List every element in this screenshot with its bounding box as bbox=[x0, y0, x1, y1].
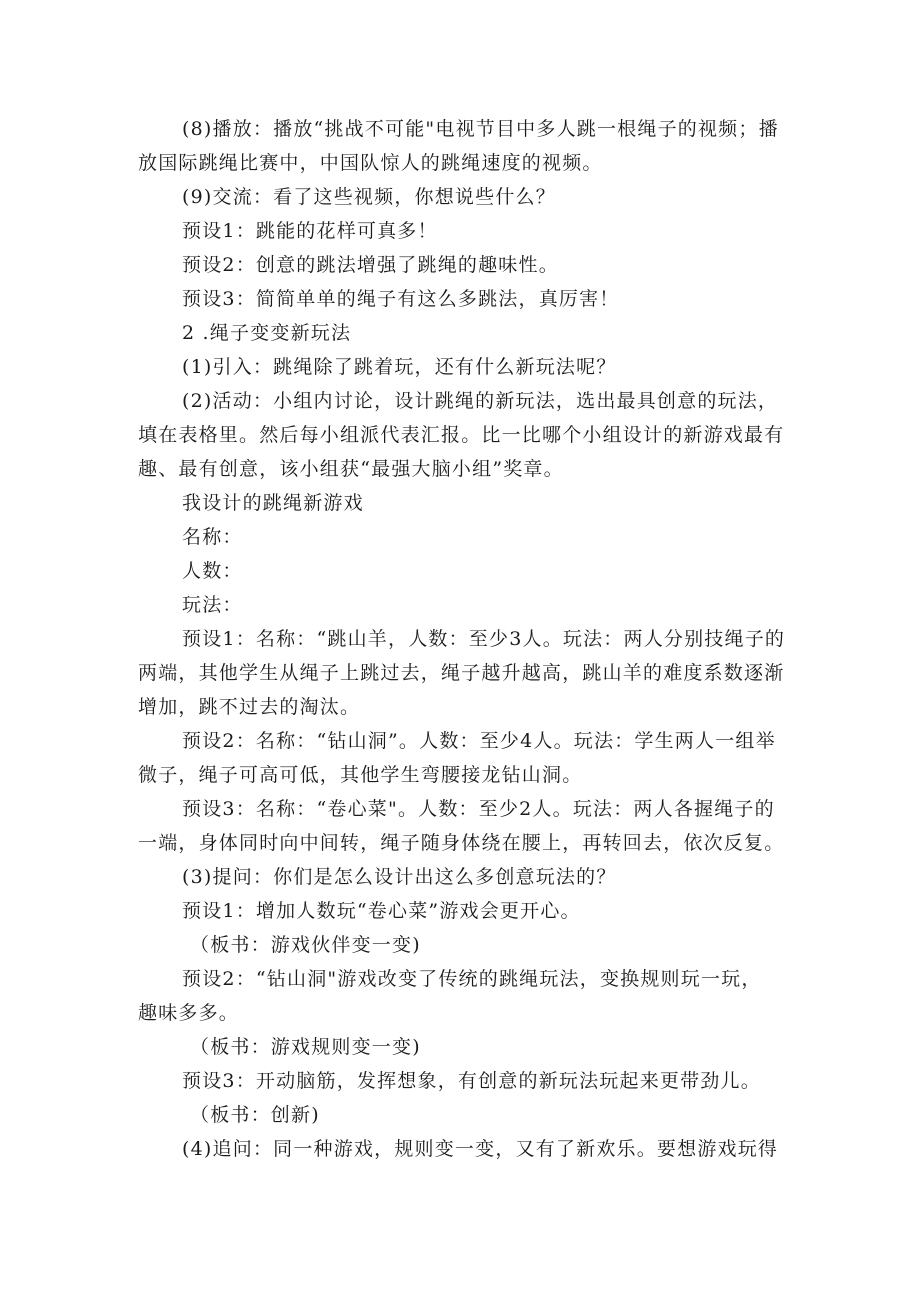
paragraph-line: (3)提问：你们是怎么设计出这么多创意玩法的？ bbox=[182, 866, 617, 888]
paragraph-line: 预设3：名称：“卷心菜"。人数：至少2人。玩法：两人各握绳子的 bbox=[182, 798, 775, 820]
paragraph-line: 预设1：名称：“跳山羊，人数：至少3人。玩法：两人分别技绳子的 bbox=[182, 628, 786, 650]
paragraph-line: 预设1：增加人数玩“卷心菜”游戏会更开心。 bbox=[182, 900, 581, 922]
board-note: （板书：游戏伙伴变一变) bbox=[190, 934, 421, 956]
form-label-name: 名称： bbox=[182, 526, 243, 548]
paragraph-line: 放国际跳绳比赛中，中国队惊人的跳绳速度的视频。 bbox=[138, 152, 603, 174]
paragraph-line: 增加，跳不过去的淘汰。 bbox=[138, 696, 361, 718]
paragraph-line: (4)追问：同一种游戏，规则变一变，又有了新欢乐。要想游戏玩得 bbox=[182, 1138, 779, 1160]
paragraph-line: 填在表格里。然后每小组派代表汇报。比一比哪个小组设计的新游戏最有 bbox=[138, 424, 785, 446]
paragraph-line: 预设1：跳能的花样可真多！ bbox=[182, 220, 438, 242]
section-heading: 2 .绳子变变新玩法 bbox=[182, 322, 352, 344]
paragraph-line: 预设3：开动脑筋，发挥想象，有创意的新玩法玩起来更带劲儿。 bbox=[182, 1070, 761, 1092]
paragraph-line: 趣味多多。 bbox=[138, 1002, 240, 1024]
board-note: （板书：游戏规则变一变) bbox=[190, 1036, 421, 1058]
document-body bbox=[138, 112, 788, 1166]
form-label-count: 人数： bbox=[182, 560, 243, 582]
paragraph-line: 一端，身体同时向中间转，绳子随身体绕在腰上，再转回去，依次反复。 bbox=[138, 832, 785, 854]
paragraph-line: 预设2：“钻山洞"游戏改变了传统的跳绳玩法，变换规则玩一玩， bbox=[182, 968, 762, 990]
paragraph-line: (9)交流：看了这些视频，你想说些什么？ bbox=[182, 186, 556, 208]
table-title: 我设计的跳绳新游戏 bbox=[182, 492, 364, 514]
paragraph-line: (2)活动：小组内讨论，设计跳绳的新玩法，选出最具创意的玩法， bbox=[182, 390, 779, 412]
paragraph-line: 预设2：创意的跳法增强了跳绳的趣味性。 bbox=[182, 254, 559, 276]
paragraph-line: 微子，绳子可高可低，其他学生弯腰接龙钻山洞。 bbox=[138, 764, 583, 786]
paragraph-line: (8)播放：播放“挑战不可能"电视节目中多人跳一根绳子的视频；播 bbox=[182, 118, 779, 140]
paragraph-line: (1)引入：跳绳除了跳着玩，还有什么新玩法呢？ bbox=[182, 356, 617, 378]
paragraph-line: 两端，其他学生从绳子上跳过去，绳子越升越高，跳山羊的难度系数逐渐 bbox=[138, 662, 785, 684]
paragraph-line: 趣、最有创意，该小组获“最强大脑小组”奖章。 bbox=[138, 458, 564, 480]
form-label-rules: 玩法： bbox=[182, 594, 243, 616]
board-note: （板书：创新) bbox=[190, 1104, 320, 1126]
paragraph-line: 预设3：简简单单的绳子有这么多跳法，真厉害！ bbox=[182, 288, 620, 310]
paragraph-line: 预设2：名称：“钻山洞”。人数：至少4人。玩法：学生两人一组举 bbox=[182, 730, 776, 752]
